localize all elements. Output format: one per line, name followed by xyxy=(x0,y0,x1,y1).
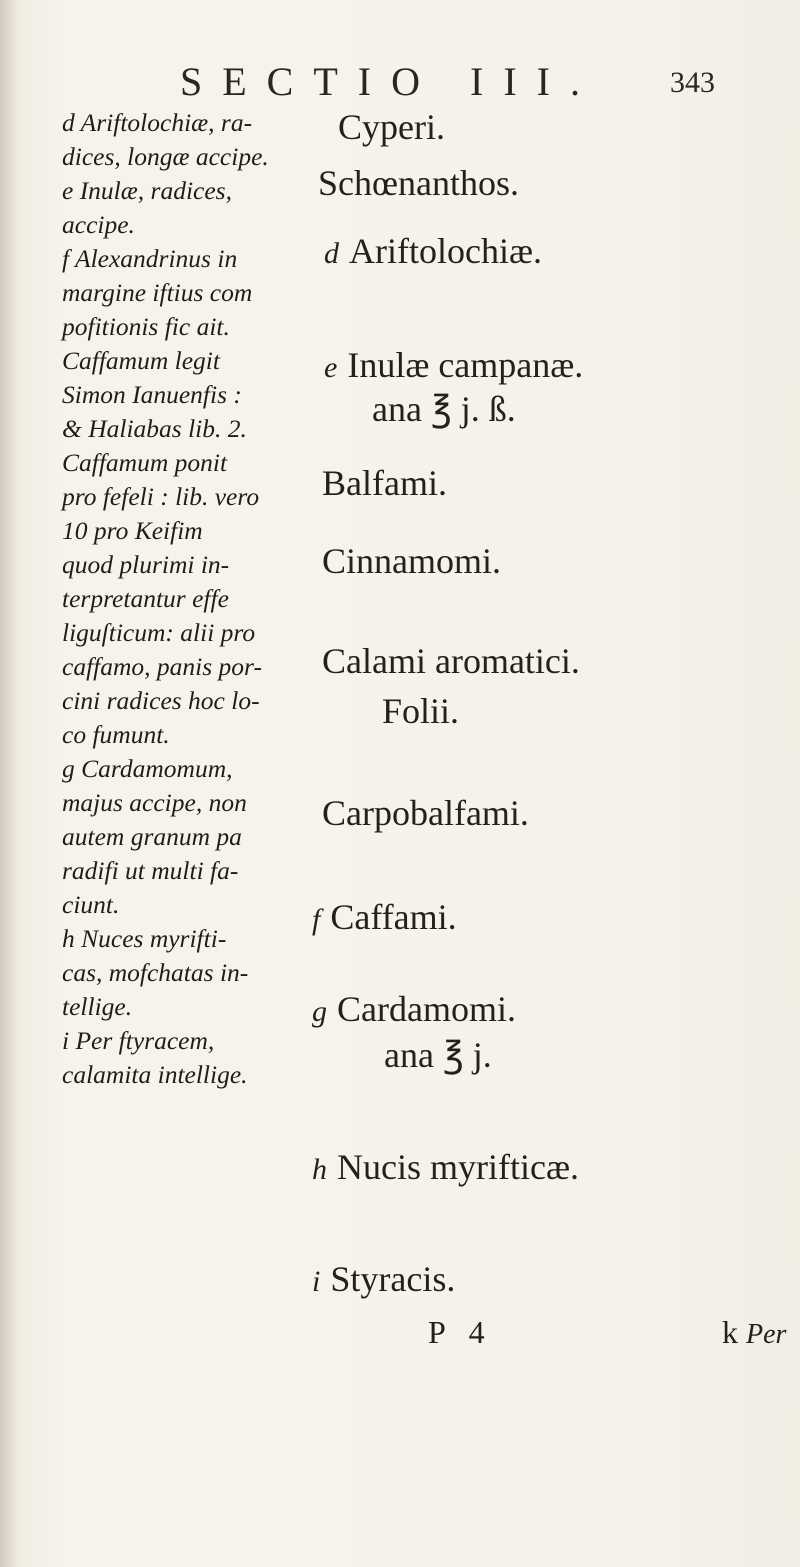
note-line: Caffamum legit xyxy=(62,346,220,375)
note-line: autem granum pa xyxy=(62,822,242,851)
note-line: margine iftius com xyxy=(62,278,253,307)
note-line: terpretantur effe xyxy=(62,584,229,613)
ingredient-entry xyxy=(312,792,529,834)
ingredient-entry xyxy=(308,162,519,204)
signature-mark: P 4 xyxy=(428,1314,493,1350)
note-marker: g xyxy=(312,995,327,1028)
ingredient-entry xyxy=(312,1146,579,1188)
ingredient-entry xyxy=(374,1034,492,1076)
ingredient-text: Balfami. xyxy=(322,463,447,503)
note-line: e Inulæ, radices, xyxy=(62,176,232,205)
note-line: majus accipe, non xyxy=(62,788,247,817)
page-number: 343 xyxy=(670,66,715,99)
note-line: pofitionis fic ait. xyxy=(62,312,230,341)
note-line: 10 pro Keifim xyxy=(62,516,203,545)
note-line: quod plurimi in- xyxy=(62,550,230,579)
ingredient-entry xyxy=(312,462,447,504)
note-marker: f xyxy=(312,903,321,936)
note-line: d Ariftolochiæ, ra- xyxy=(62,108,253,137)
section-title: SECTIO III. xyxy=(180,59,600,104)
ingredient-entry xyxy=(312,1258,455,1300)
note-line: g Cardamomum, xyxy=(62,754,233,783)
ingredient-text: Cinnamomi. xyxy=(322,541,501,581)
note-marker: h xyxy=(312,1153,327,1186)
ingredient-text: Inulæ campanæ. xyxy=(347,345,584,385)
ingredient-text: Caffami. xyxy=(330,897,457,937)
note-line: Simon Ianuenfis : xyxy=(62,380,242,409)
note-line: radifi ut multi fa- xyxy=(62,856,239,885)
note-line: accipe. xyxy=(62,210,135,239)
note-line: cas, mofchatas in- xyxy=(62,958,249,987)
catchword xyxy=(722,1314,786,1351)
ingredient-entry xyxy=(312,640,580,682)
note-line: cini radices hoc lo- xyxy=(62,686,260,715)
ingredient-text: Schœnanthos. xyxy=(318,163,519,203)
ingredient-entry xyxy=(372,690,459,732)
note-line: ciunt. xyxy=(62,890,120,919)
ingredient-text: Folii. xyxy=(382,691,460,731)
note-line: f Alexandrinus in xyxy=(62,244,238,273)
note-line: co fumunt. xyxy=(62,720,170,749)
ingredient-text: Calami aromatici. xyxy=(322,641,580,681)
catchword-letter: k xyxy=(722,1314,738,1350)
ingredient-text: Cyperi. xyxy=(338,107,445,147)
ingredient-text: Styracis. xyxy=(330,1259,456,1299)
note-line: caffamo, panis por- xyxy=(62,652,262,681)
note-line: pro fefeli : lib. vero xyxy=(62,482,260,511)
note-marker: i xyxy=(312,1265,321,1298)
ingredient-entry xyxy=(312,896,457,938)
note-line: Caffamum ponit xyxy=(62,448,228,477)
note-line: liguſticum: alii pro xyxy=(62,618,256,647)
page-footer xyxy=(0,1314,800,1364)
ingredient-entry xyxy=(312,988,516,1030)
ingredient-text: Cardamomi. xyxy=(337,989,516,1029)
ingredient-entry xyxy=(324,230,542,272)
note-line: h Nuces myrifti- xyxy=(62,924,227,953)
note-line: calamita intellige. xyxy=(62,1060,248,1089)
note-line: tellige. xyxy=(62,992,133,1021)
note-marker: e xyxy=(324,351,338,384)
running-header xyxy=(0,58,800,102)
note-line: & Haliabas lib. 2. xyxy=(62,414,247,443)
note-marker: d xyxy=(324,237,339,270)
note-line: i Per ftyracem, xyxy=(62,1026,215,1055)
ingredient-entry xyxy=(312,540,501,582)
ingredient-text: Carpobalfami. xyxy=(322,793,529,833)
catchword-text: Per xyxy=(746,1319,787,1350)
ingredient-text: Nucis myrifticæ. xyxy=(337,1147,579,1187)
ingredient-text: ana ℥ j. ß. xyxy=(372,389,516,429)
ingredient-text: Ariftolochiæ. xyxy=(349,231,542,271)
marginal-notes xyxy=(62,106,302,1092)
note-line: dices, longæ accipe. xyxy=(62,142,269,171)
ingredient-entry xyxy=(324,344,583,386)
ingredient-entry xyxy=(362,388,516,430)
ingredient-entry xyxy=(328,106,445,148)
ingredient-text: ana ℥ j. xyxy=(384,1035,492,1075)
